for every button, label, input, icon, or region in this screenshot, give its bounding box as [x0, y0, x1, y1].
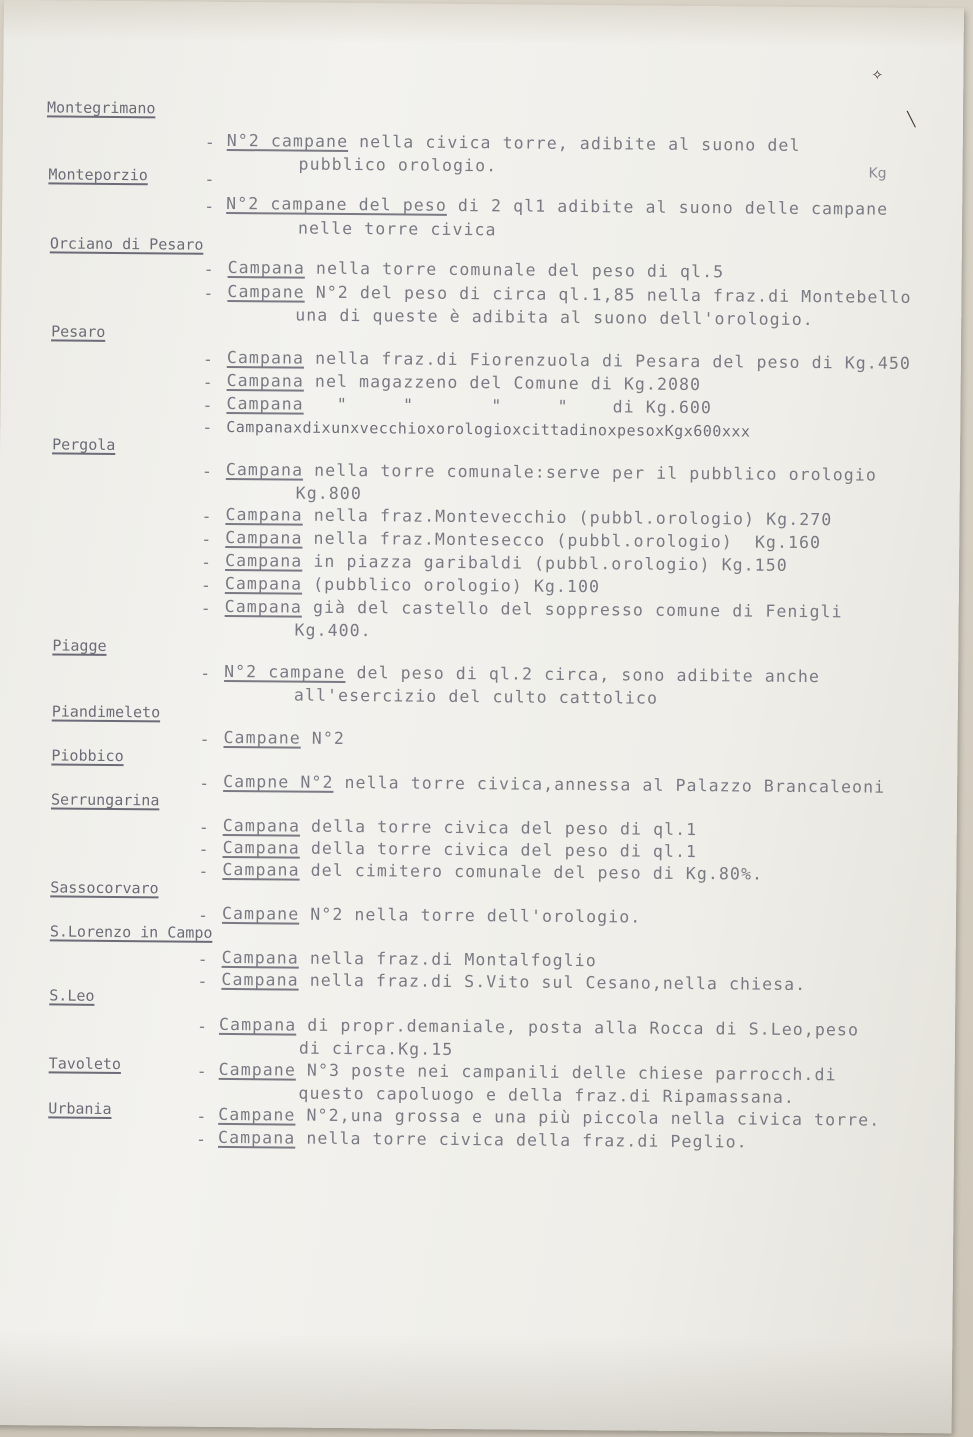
entry-dash: -: [197, 905, 209, 925]
entry-line: Campane N°2: [223, 727, 346, 749]
entry-line: Campana nella fraz.di Fiorenzuola di Pesara del peso di Kg.450: [226, 347, 912, 373]
entry-line: N°2 campane nella civica torre, adibite al suono del: [226, 130, 801, 155]
place-heading: Montegrimano: [46, 98, 156, 118]
entry-dash: -: [195, 1129, 207, 1149]
entry-dash: -: [197, 971, 208, 991]
entry-dash: -: [197, 949, 208, 969]
entry-dash: -: [199, 773, 210, 793]
entry-dash: -: [198, 839, 209, 859]
entry-line: Campane N°2 nella torre dell'orologio.: [221, 903, 642, 927]
entry-line: Campana nella fraz.Montevecchio (pubbl.orologio) Kg.270: [225, 504, 833, 530]
entry-line: N°2 campane del peso di ql.2 circa, sono adibite anche: [224, 661, 821, 687]
entry-dash: -: [202, 395, 213, 415]
entry-dash: -: [198, 817, 209, 837]
entry-continuation: pubblico orologio.: [298, 154, 498, 176]
entry-line: Campane N°2,una grossa e una più piccola nella civica torre.: [218, 1104, 881, 1130]
entry-dash: -: [201, 529, 212, 549]
entry-continuation: questo capoluogo e della fraz.di Ripamassana.: [298, 1083, 796, 1107]
entry-line: Campana nel magazzeno del Comune di Kg.2080: [226, 370, 702, 395]
entry-dash: -: [200, 663, 211, 683]
entry-dash: -: [204, 169, 215, 189]
entry-continuation: Kg.800: [295, 483, 362, 504]
entry-dash: -: [200, 575, 211, 595]
entry-continuation: all'esercizio del culto cattolico: [293, 685, 659, 708]
place-heading: Piagge: [52, 636, 107, 655]
entry-line: Campana di propr.demaniale, posta alla Rocca di S.Leo,peso: [218, 1014, 860, 1040]
place-heading: Tavoleto: [48, 1054, 122, 1074]
struck-out-line: CampanaxdixunxvecchioxorologioxcittadinoxpesoxKgx600xxx: [226, 417, 751, 441]
place-heading: Pesaro: [51, 322, 106, 341]
entry-dash: -: [201, 506, 212, 526]
place-heading: Piandimeleto: [51, 702, 161, 722]
entry-line: Campana (pubblico orologio) Kg.100: [224, 573, 601, 597]
entry-continuation: nelle torre civica: [297, 218, 497, 240]
place-heading: S.Lorenzo in Campo: [49, 922, 213, 942]
entry-line: Campana della torre civica del peso di ql.1: [222, 837, 698, 862]
place-heading: Monteporzio: [48, 165, 148, 185]
entry-dash: -: [196, 1016, 208, 1036]
entry-dash: -: [204, 132, 215, 152]
entry-dash: -: [199, 729, 210, 749]
place-heading: Piobbico: [51, 746, 124, 766]
entry-line: Campana nella torre comunale del peso di ql.5: [227, 257, 725, 282]
pen-mark: ✧: [871, 67, 884, 84]
entry-line: Campana in piazza garibaldi (pubbl.orologio) Kg.150: [225, 550, 788, 575]
entry-dash: -: [202, 349, 213, 369]
entry-continuation: Kg.400.: [294, 620, 372, 641]
entry-dash: -: [203, 283, 214, 303]
entry-line: Campne N°2 nella torre civica,annessa al Palazzo Brancaleoni: [223, 771, 886, 797]
entry-line: Campane N°2 del peso di circa ql.1,85 nella fraz.di Montebello: [227, 281, 912, 307]
entry-dash: -: [203, 259, 214, 279]
entry-line: Campana della torre civica del peso di ql.1: [222, 815, 698, 840]
entry-dash: -: [202, 417, 213, 437]
pen-mark: ╲: [906, 111, 916, 128]
entry-line: Campana nella fraz.di S.Vito sul Cesano,nella chiesa.: [221, 969, 807, 995]
entry-dash: -: [201, 552, 212, 572]
place-heading: Orciano di Pesaro: [49, 234, 204, 254]
entry-line: Campana nella torre comunale:serve per il pubblico orologio: [225, 459, 877, 485]
entry-dash: -: [196, 1106, 207, 1126]
margin-note: Kg: [868, 165, 887, 182]
entry-dash: -: [204, 196, 215, 216]
place-heading: Sassocorvaro: [50, 878, 159, 898]
place-heading: S.Leo: [49, 986, 95, 1005]
entry-line: N°2 campane del peso di 2 ql1 adibite al suono delle campane: [226, 193, 889, 219]
place-heading: Urbania: [48, 1099, 112, 1118]
entry-line: Campana nella fraz.Montesecco (pubbl.orologio) Kg.160: [225, 527, 822, 553]
entry-line: Campana già del castello del soppresso comune di Fenigli: [224, 596, 843, 622]
entry-dash: -: [202, 372, 213, 392]
entry-line: Campana del cimitero comunale del peso di Kg.80%.: [222, 859, 764, 884]
entry-continuation: di circa.Kg.15: [298, 1038, 454, 1059]
place-heading: Pergola: [52, 435, 116, 454]
entry-dash: -: [198, 861, 209, 881]
entry-dash: -: [200, 598, 211, 618]
entry-line: Campana " " " " di Kg.600: [226, 393, 713, 418]
entry-line: Campana nella torre civica della fraz.di Peglio.: [217, 1127, 748, 1152]
entry-continuation: una di queste è adibita al suono dell'orologio.: [295, 305, 814, 330]
entry-dash: -: [201, 461, 212, 481]
place-heading: Serrungarina: [50, 790, 160, 810]
entry-dash: -: [196, 1061, 207, 1081]
entry-line: Campana nella fraz.di Montalfoglio: [221, 947, 597, 971]
entry-line: Campane N°3 poste nei campanili delle chiese parrocch.di: [218, 1059, 837, 1085]
